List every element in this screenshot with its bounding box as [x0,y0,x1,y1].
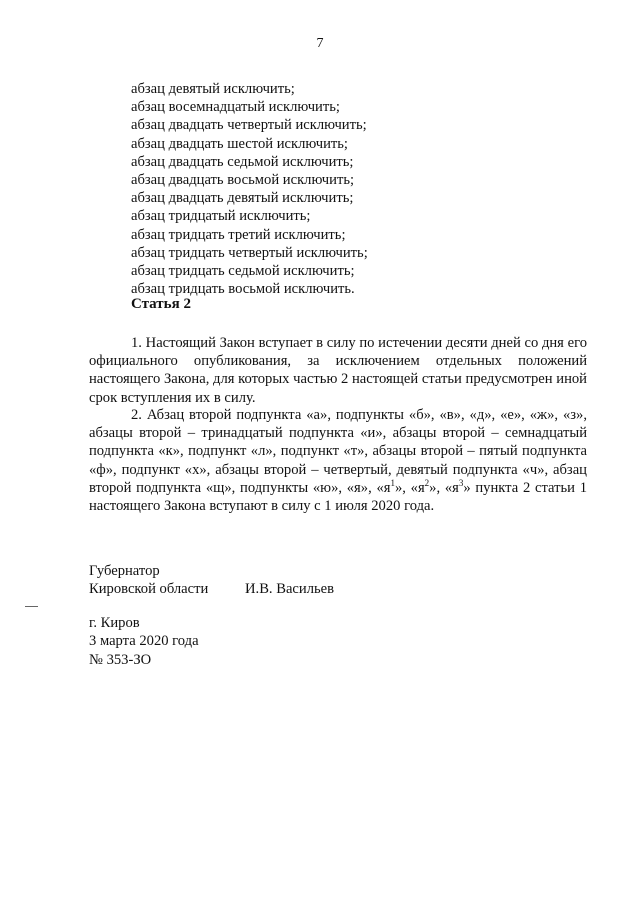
list-item: абзац тридцатый исключить; [131,208,311,225]
signatory-name: И.В. Васильев [245,581,335,597]
paragraph-text: », «я [394,479,425,496]
superscript: 2 [424,477,430,488]
list-item: абзац двадцать восьмой исключить; [131,172,355,189]
list-item: абзац тридцать седьмой исключить; [131,263,355,280]
paragraph-text: 2. Абзац второй подпункта «а», подпункты «б», «в», «д», «е», «ж», «з», абзацы второй – тринадцатый подпункта «и», абзацы второй – семнадцатый подпункта «к», подпункт «л», подпункт «т», абзацы второй – пятый подпункта «ф», подпункт «х», абзацы второй – четвертый, девятый подпункта «ч», абзац второй подпункта «щ», подпункты «ю», «я», «я [89,407,587,496]
article-paragraph-1: 1. Настоящий Закон вступает в силу по истечении десяти дней со дня его официального опубликования, за исключением отдельных положений настоящего Закона, для которых частью 2 настоящей статьи предусмотрен иной срок вступления их в силу. [89,335,587,406]
signatory-title-line: Губернатор [89,563,160,579]
paragraph-text: » пункта 2 статьи 1 настоящего Закона вступают в силу с 1 июля 2020 года. [89,479,587,515]
list-item: абзац двадцать седьмой исключить; [131,153,354,170]
superscript: 1 [390,477,395,488]
article-heading: Статья 2 [131,296,191,312]
place-date-block [89,614,199,669]
list-item: абзац двадцать четвертый исключить; [131,117,367,134]
list-item: абзац тридцать четвертый исключить; [131,244,368,261]
list-item: абзац восемнадцатый исключить; [131,99,340,116]
amendment-list [131,80,368,298]
page-number: 7 [316,36,324,51]
law-number: № 353-ЗО [89,651,152,668]
list-item: абзац двадцать шестой исключить; [131,135,348,152]
date: 3 марта 2020 года [89,633,199,650]
signatory-title [89,562,208,599]
superscript: 3 [458,477,464,488]
list-item: абзац двадцать девятый исключить; [131,190,354,207]
margin-mark [25,606,38,607]
paragraph-text: », «я [429,479,459,496]
list-item: абзац тридцать восьмой исключить. [131,281,355,298]
city: г. Киров [89,615,140,631]
list-item: абзац тридцать третий исключить; [131,226,346,243]
signatory-title-line: Кировской области [89,581,209,598]
list-item: абзац девятый исключить; [131,81,295,97]
article-paragraph-2 [89,406,587,515]
